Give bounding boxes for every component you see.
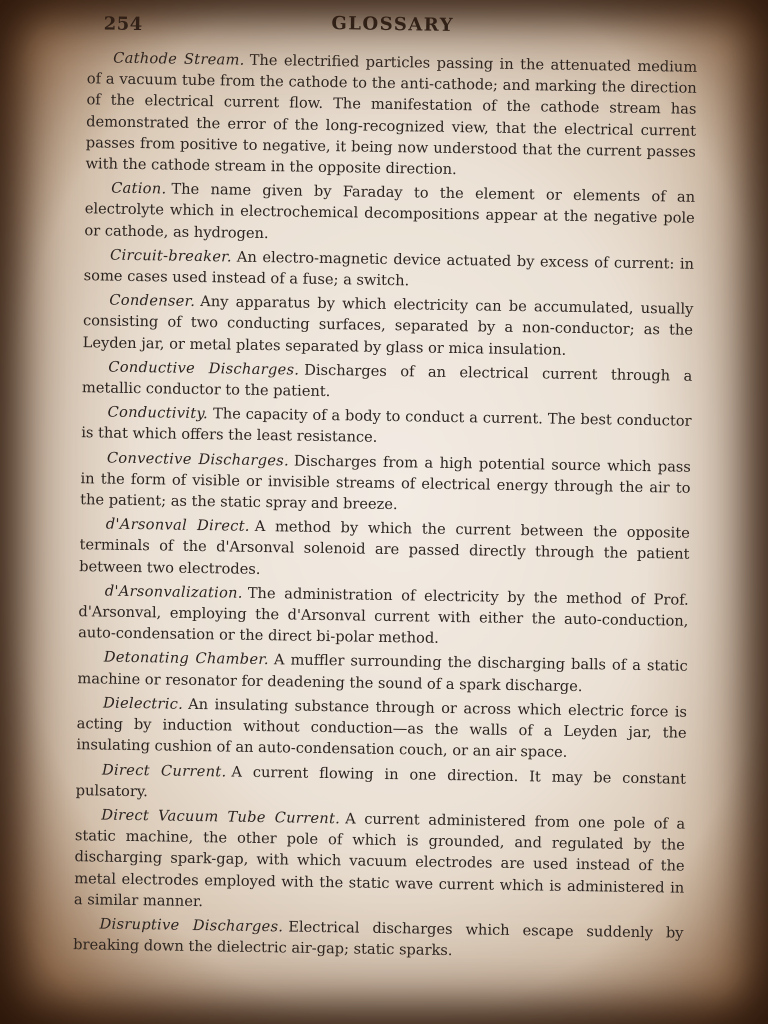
glossary-entry	[83, 289, 694, 362]
glossary-term: Circuit-breaker.	[109, 246, 233, 266]
glossary-definition: A current flowing in one direction. It may be constant pulsatory.	[75, 763, 687, 800]
glossary-definition: The administration of electricity by the method of Prof. d'Arsonval, employing the d'Arsonval current with either the auto-conduction, auto-condensation or the direct bi-polar method.	[78, 584, 689, 648]
glossary-term: Cathode Stream.	[113, 49, 245, 69]
glossary-entry	[84, 244, 695, 296]
glossary-definition: A muffler surrounding the discharging balls of a static machine or resonator for deadening the sound of a spark discharge.	[77, 651, 688, 695]
glossary-term: Cation.	[110, 179, 167, 198]
glossary-entry	[76, 759, 687, 811]
glossary-definition: Electrical discharges which escape suddenly by breaking down the dielectric air-gap; static sparks.	[73, 918, 684, 960]
glossary-term: Direct Current.	[101, 761, 227, 780]
glossary-entry	[84, 177, 695, 250]
page-header	[88, 3, 698, 47]
glossary-entry	[76, 692, 687, 765]
running-title: GLOSSARY	[331, 13, 455, 36]
glossary-term: d'Arsonval Direct.	[105, 515, 250, 536]
glossary-definition: A current administered from one pole of a static machine, the other pole of which is grounded, and regulated by the discharging spark-gap, with which vacuum electrodes are used instead of the metal electrodes employed with the static wave current which is administered in a similar manner.	[73, 810, 686, 910]
glossary-definition: The name given by Faraday to the element or elements of an electrolyte which in electrochemical decompositions appear at the negative pole or cathode, as hydrogen.	[84, 180, 696, 242]
glossary-entry	[78, 580, 689, 653]
glossary-entry	[80, 447, 691, 520]
glossary-entry	[82, 356, 693, 408]
glossary-term: Detonating Chamber.	[103, 649, 270, 669]
glossary-term: Conductivity.	[107, 403, 209, 423]
book-page	[72, 3, 698, 1012]
glossary-term: Disruptive Discharges.	[99, 915, 284, 936]
glossary-term: Conductive Discharges.	[108, 358, 300, 379]
glossary-term: d'Arsonvalization.	[104, 582, 243, 602]
glossary-entry	[77, 647, 688, 699]
glossary-term: Convective Discharges.	[106, 449, 290, 470]
glossary-definition: Any apparatus by which electricity can be accumulated, usually consisting of two conducting surfaces, separated by a non-conductor; as the Leyden jar, or metal plates separated by glass or mica insulation.	[82, 293, 694, 359]
glossary-definition: An electro-magnetic device actuated by excess of current: in some cases used instead of a fuse; a switch.	[83, 248, 695, 290]
glossary-term: Condenser.	[109, 291, 196, 311]
glossary-definition: The capacity of a body to conduct a current. The best conductor is that which offers the least resistance.	[81, 405, 692, 447]
glossary-definition: The electrified particles passing in the attenuated medium of a vacuum tube from the cathode to the anti-cathode; and marking the direction of the electrical current flow. The manifestation of the cathode stream has demonstrated the error of the long-recognized view, that the electrical current passes from positive to negative, it being now understood that the current passes with the cathode stream in the opposite direction.	[85, 51, 698, 179]
glossary-term: Direct Vacuum Tube Current.	[101, 806, 341, 828]
glossary-term: Dielectric.	[102, 694, 184, 713]
glossary-definition: Discharges of an electrical current through a metallic conductor to the patient.	[81, 361, 693, 401]
glossary-entry	[79, 513, 690, 586]
glossary-definition: An insulating substance through or across which electric force is acting by induction without conduction—as the walls of a Leyden jar, the insulating cushion of an auto-condensation couch, or an air space.	[76, 695, 688, 762]
page-number: 254	[103, 13, 143, 36]
glossary-definition: A method by which the current between the opposite terminals of the d'Arsonval solenoid are passed directly through the patient between two electrodes.	[79, 518, 690, 578]
glossary-entry	[85, 47, 697, 184]
glossary-entry	[74, 804, 686, 920]
glossary-entry	[73, 913, 684, 965]
glossary-definition: Discharges from a high potential source which pass in the form of visible or invisible streams of electrical energy through the air to the patient; as the static spray and breeze.	[80, 452, 691, 514]
glossary-entries	[73, 47, 697, 965]
glossary-entry	[81, 401, 692, 453]
